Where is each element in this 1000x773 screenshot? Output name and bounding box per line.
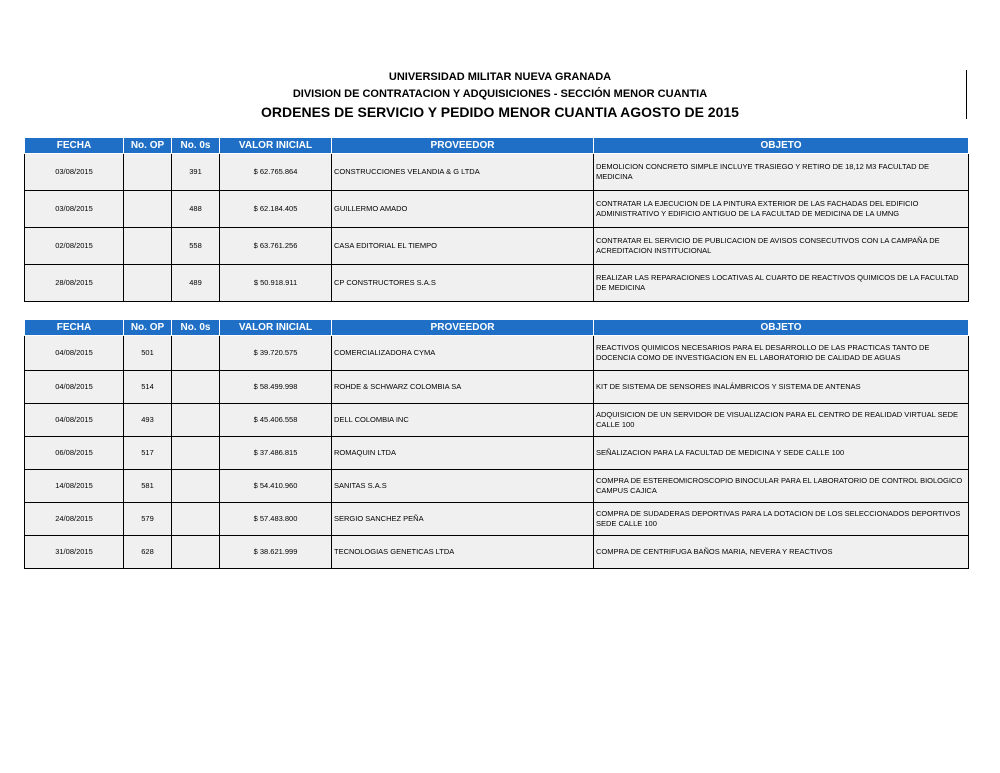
table-row xyxy=(25,154,969,191)
col-valor-inicial: VALOR INICIAL xyxy=(220,320,332,336)
cell-proveedor: CASA EDITORIAL EL TIEMPO xyxy=(332,228,594,265)
cell-no-op: 628 xyxy=(124,536,172,569)
cell-no-op xyxy=(124,265,172,302)
cell-objeto: CONTRATAR EL SERVICIO DE PUBLICACION DE AVISOS CONSECUTIVOS CON LA CAMPAÑA DE ACREDITACION INSTITUCIONAL xyxy=(594,228,969,265)
cell-valor: $ 62.765.864 xyxy=(220,154,332,191)
cell-no-op: 517 xyxy=(124,437,172,470)
cell-fecha: 28/08/2015 xyxy=(25,265,124,302)
cell-no-os: 391 xyxy=(172,154,220,191)
division-name: DIVISION DE CONTRATACION Y ADQUISICIONES - SECCIÓN MENOR CUANTIA xyxy=(292,88,708,100)
table-row xyxy=(25,437,969,470)
cell-no-os: 489 xyxy=(172,265,220,302)
cell-objeto: REACTIVOS QUIMICOS NECESARIOS PARA EL DESARROLLO DE LAS PRACTICAS TANTO DE DOCENCIA COMO DE INVESTIGACION EN EL LABORATORIO DE CALIDAD DE AGUAS xyxy=(594,336,969,371)
cell-objeto: SEÑALIZACION PARA LA FACULTAD DE MEDICINA Y SEDE CALLE 100 xyxy=(594,437,969,470)
table-header-row xyxy=(25,320,969,336)
col-fecha: FECHA xyxy=(25,320,124,336)
cell-no-os xyxy=(172,470,220,503)
cell-objeto: DEMOLICION CONCRETO SIMPLE INCLUYE TRASIEGO Y RETIRO DE 18,12 M3 FACULTAD DE MEDICINA xyxy=(594,154,969,191)
cell-no-os xyxy=(172,536,220,569)
margin-line xyxy=(966,70,967,119)
cell-fecha: 04/08/2015 xyxy=(25,371,124,404)
cell-proveedor: ROMAQUIN LTDA xyxy=(332,437,594,470)
col-proveedor: PROVEEDOR xyxy=(332,320,594,336)
university-name: UNIVERSIDAD MILITAR NUEVA GRANADA xyxy=(388,71,612,83)
cell-no-op: 514 xyxy=(124,371,172,404)
cell-no-os xyxy=(172,503,220,536)
cell-valor: $ 39.720.575 xyxy=(220,336,332,371)
col-no-op: No. OP xyxy=(124,138,172,154)
table-row xyxy=(25,404,969,437)
cell-valor: $ 38.621.999 xyxy=(220,536,332,569)
cell-proveedor: DELL COLOMBIA INC xyxy=(332,404,594,437)
cell-objeto: CONTRATAR LA EJECUCION DE LA PINTURA EXTERIOR DE LAS FACHADAS DEL EDIFICIO ADMINISTRATIVO Y EDIFICIO ANTIGUO DE LA FACULTAD DE MEDICINA DE LA UMNG xyxy=(594,191,969,228)
cell-no-op xyxy=(124,191,172,228)
table-row xyxy=(25,265,969,302)
cell-valor: $ 58.499.998 xyxy=(220,371,332,404)
col-no-op: No. OP xyxy=(124,320,172,336)
cell-objeto: COMPRA DE SUDADERAS DEPORTIVAS PARA LA DOTACION DE LOS SELECCIONADOS DEPORTIVOS SEDE CALLE 100 xyxy=(594,503,969,536)
cell-valor: $ 45.406.558 xyxy=(220,404,332,437)
col-objeto: OBJETO xyxy=(594,138,969,154)
cell-fecha: 31/08/2015 xyxy=(25,536,124,569)
cell-no-op: 493 xyxy=(124,404,172,437)
cell-no-os xyxy=(172,404,220,437)
cell-no-os: 558 xyxy=(172,228,220,265)
cell-proveedor: CONSTRUCCIONES VELANDIA & G LTDA xyxy=(332,154,594,191)
cell-no-op xyxy=(124,228,172,265)
col-proveedor: PROVEEDOR xyxy=(332,138,594,154)
col-no-os: No. 0s xyxy=(172,138,220,154)
cell-proveedor: COMERCIALIZADORA CYMA xyxy=(332,336,594,371)
cell-no-op: 501 xyxy=(124,336,172,371)
table-row xyxy=(25,336,969,371)
cell-proveedor: GUILLERMO AMADO xyxy=(332,191,594,228)
cell-valor: $ 63.761.256 xyxy=(220,228,332,265)
table-row xyxy=(25,191,969,228)
cell-fecha: 04/08/2015 xyxy=(25,404,124,437)
cell-objeto: ADQUISICION DE UN SERVIDOR DE VISUALIZACION PARA EL CENTRO DE REALIDAD VIRTUAL SEDE CALLE 100 xyxy=(594,404,969,437)
cell-no-op xyxy=(124,154,172,191)
cell-valor: $ 57.483.800 xyxy=(220,503,332,536)
orders-table-1 xyxy=(24,138,969,302)
table-header-row xyxy=(25,138,969,154)
cell-valor: $ 37.486.815 xyxy=(220,437,332,470)
page-title: ORDENES DE SERVICIO Y PEDIDO MENOR CUANTIA AGOSTO DE 2015 xyxy=(261,104,739,120)
cell-no-os xyxy=(172,336,220,371)
table-row xyxy=(25,470,969,503)
col-fecha: FECHA xyxy=(25,138,124,154)
cell-proveedor: SERGIO SANCHEZ PEÑA xyxy=(332,503,594,536)
cell-proveedor: ROHDE & SCHWARZ COLOMBIA SA xyxy=(332,371,594,404)
cell-no-os xyxy=(172,437,220,470)
cell-objeto: COMPRA DE CENTRIFUGA BAÑOS MARIA, NEVERA Y REACTIVOS xyxy=(594,536,969,569)
table-row xyxy=(25,371,969,404)
cell-fecha: 24/08/2015 xyxy=(25,503,124,536)
cell-valor: $ 54.410.960 xyxy=(220,470,332,503)
cell-valor: $ 62.184.405 xyxy=(220,191,332,228)
cell-fecha: 04/08/2015 xyxy=(25,336,124,371)
col-valor-inicial: VALOR INICIAL xyxy=(220,138,332,154)
cell-objeto: COMPRA DE ESTEREOMICROSCOPIO BINOCULAR PARA EL LABORATORIO DE CONTROL BIOLOGICO CAMPUS CAJICA xyxy=(594,470,969,503)
cell-fecha: 03/08/2015 xyxy=(25,154,124,191)
col-no-os: No. 0s xyxy=(172,320,220,336)
cell-fecha: 03/08/2015 xyxy=(25,191,124,228)
cell-proveedor: TECNOLOGIAS GENETICAS LTDA xyxy=(332,536,594,569)
table-row xyxy=(25,228,969,265)
cell-fecha: 06/08/2015 xyxy=(25,437,124,470)
cell-objeto: REALIZAR LAS REPARACIONES LOCATIVAS AL CUARTO DE REACTIVOS QUIMICOS DE LA FACULTAD DE MEDICINA xyxy=(594,265,969,302)
table-row xyxy=(25,503,969,536)
cell-no-os: 488 xyxy=(172,191,220,228)
cell-objeto: KIT DE SISTEMA DE SENSORES INALÁMBRICOS Y SISTEMA DE ANTENAS xyxy=(594,371,969,404)
cell-proveedor: CP CONSTRUCTORES S.A.S xyxy=(332,265,594,302)
cell-fecha: 14/08/2015 xyxy=(25,470,124,503)
cell-fecha: 02/08/2015 xyxy=(25,228,124,265)
cell-valor: $ 50.918.911 xyxy=(220,265,332,302)
cell-proveedor: SANITAS S.A.S xyxy=(332,470,594,503)
col-objeto: OBJETO xyxy=(594,320,969,336)
cell-no-os xyxy=(172,371,220,404)
table-row xyxy=(25,536,969,569)
cell-no-op: 579 xyxy=(124,503,172,536)
orders-table-2 xyxy=(24,320,969,569)
cell-no-op: 581 xyxy=(124,470,172,503)
